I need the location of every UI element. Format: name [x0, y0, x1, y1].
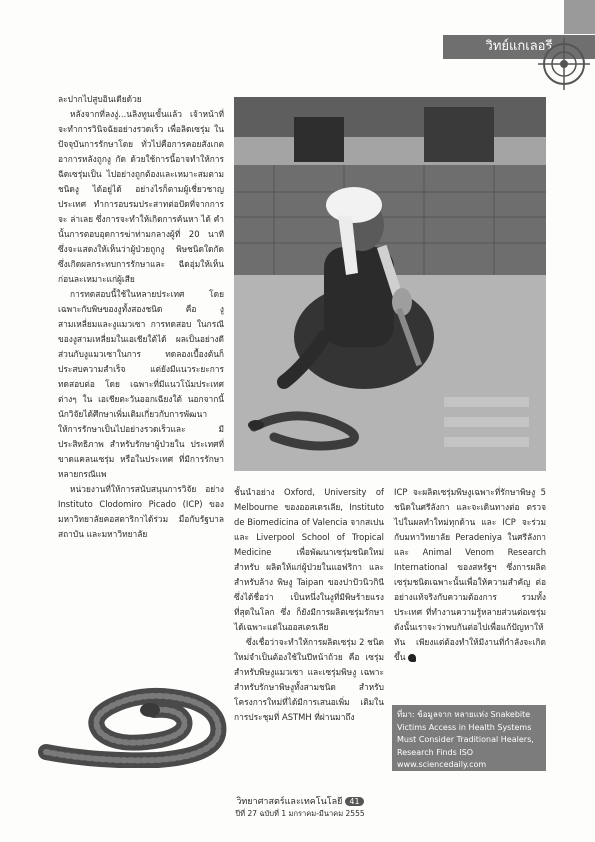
- paragraph: ละปากไปสูบอินเดียด้วย: [58, 94, 142, 104]
- paragraph: ICP จะผลิตเซรุ่มพิษงูเฉพาะที่รักษาพิษงู 5 ชนิดในศรีลังกา และจะเดินทางต่อ ตรวจไปในผลทำใหม่ทุกด้าน และ ICP จะร่วมกับมหาวิทยาลัย Peradeniya ในศรีลังกา และ Animal Venom Research International ของสหรัฐฯ ซึ่งการผลิต เซรุ่มชนิดเฉพาะนั้นเพื่อให้ความสำคัญ ต่ออย่างแท้จริงกับความต้องการ รวมทั้งประเทศ ที่ทำงานความรู้หลายส่วนต่อเซรุ่ม ดังนั้นเราจะว่าพบกันต่อไปเพื่อแก้ปัญหาให้ทัน เพียงแต่ต้องทำให้มีงานที่กำลังจะเกิดขึ้น: [394, 487, 546, 662]
- article-column-middle: [234, 485, 384, 725]
- paragraph: ซึ่งเชื่อว่าจะทำให้การผลิตเซรุ่ม 2 ชนิดใหม่จำเป็นต้องใช้ในปีหน้าถ้วย คือ เซรุ่มสำหรับพิษงูแมวเซา และเซรุ่มพิษงู เฉพาะสำหรับรักษาพิษงูทั้งสามชนิด สำหรับโครงการใหม่ที่ได้มีการเสนอเพิ่ม เติมในการประชุมที่ ASTMH ที่ผ่านมาถึง: [234, 637, 384, 722]
- page-number: 41: [345, 797, 363, 806]
- paragraph: การทดสอบนี้ใช้ในหลายประเทศ โดยเฉพาะกับพิษของงูทั้งสองชนิด คือ งู สามเหลี่ยมและงูแมวเซา การทดสอบ ในกรณีของงูสามเหลี่ยมในเอเชียใต้ได้ ผลเป็นอย่างดี ส่วนกับงูแมวเซาในการ ทดลองเบื้องต้นก็ประสบความสำเร็จ แต่ยังมีแนวระยะการทดสอบต่อ โดย เฉพาะที่มีแนวโน้มประเทศต่างๆ ใน เอเชียตะวันออกเฉียงใต้ นอกจากนี้นักวิจัยได้ศึกษาเพิ่มเติมเกี่ยวกับการพัฒนา ให้การรักษาเป็นไปอย่างรวดเร็วและ มีประสิทธิภาพ สำหรับรักษาผู้ป่วยใน ประเทศที่ขาดแคลนเซรุ่ม หรือในประเทศ ที่มีการรักษาหลายกรณีแพ: [58, 289, 224, 479]
- corner-tab: [564, 0, 595, 34]
- crosshair-target-icon: [538, 38, 590, 90]
- paragraph: หลังจากที่ลงงู่...นลิงทูนเขั้นแล้ว เจ้าหน้าที่จะทำการวินิจฉัยอย่างรวดเร็ว เพื่อลิดเซรุ่ม ในปัจจุบันการรักษาโดย ทั่วไปคือการคอยสังเกตอาการหลังถูกงู กัด ด้วยใช้การนี้อาจทำให้การฉีดเซรุ่มเป็น ไปอย่างถูกต้องและเหมาะสมตามชนิดงู ได้อยู่ได้ อย่างไรก็ตามผู้เชี่ยวชาญประเทศ ทำการอบรมประสาทต่อปัดที่จากการจะ ล่าเลย ซึ่งการจะทำให้เกิดการค้นหา ได้ คำนั้นการตอบอุดการฆ่าท่ามกลางผู้ที่ 20 นาที ซึ่งจะแสดงให้เห็นว่าผู้ป่วยถูกงู พิษชนิดใดกัด ซึ่งเกิดผลกระทบการรักษาและ ฉีดอุ่มให้เห็นก่อนละเหมาะแก่ผู้เสีย: [58, 109, 224, 284]
- coiled-snake-image: [38, 664, 228, 768]
- snake-charmer-photo: [234, 97, 546, 471]
- article-column-right: [394, 485, 546, 665]
- reference-box: ที่มา: ข้อมูลจาก หลายแห่ง Snakebite Victims Access in Health Systems Must Consider Traditional Healers, Research Finds ISO www.sciencedaily.com: [392, 705, 546, 771]
- magazine-title: วิทยาศาสตร์และเทคโนโลยี: [236, 797, 343, 807]
- paragraph: ชั้นนำอย่าง Oxford, University of Melbourne ของออสเตรเลีย, Instituto de Biomedicina of Valencia จากสเปน และ Liverpool School of Tropical Medicine เพื่อพัฒนาเซรุ่มชนิดใหม่สำหรับ ผลิตให้แก่ผู้ป่วยในแอฟริกา และสำหรับล้าง พิษงู Taipan ของปาปัวนิวกินี ซึ่งได้ชื่อว่า เป็นหนึ่งในงูที่มีพิษร้ายแรงที่สุดในโลก ซึ่ง ก็ยังมีการผลิตเซรุ่มรักษาได้เฉพาะแต่ในออสเตรเลีย: [234, 487, 384, 632]
- article-column-left: [58, 92, 224, 542]
- footer-issue: ปีที่ 27 ฉบับที่ 1 มกราคม-มีนาคม 2555: [235, 809, 365, 818]
- section-tab: วิทย์แกเลอรี: [443, 35, 595, 59]
- paragraph: หน่วยงานที่ให้การสนับสนุนการวิจัย อย่าง Instituto Clodomiro Picado (ICP) ของมหาวิทยาลัยคอสตาริกาได้ร่วม มือกับรัฐบาล สถาบัน และมหาวิทยาลัย: [58, 484, 224, 539]
- end-of-article-icon: [408, 654, 416, 662]
- footer-magazine: [210, 794, 390, 808]
